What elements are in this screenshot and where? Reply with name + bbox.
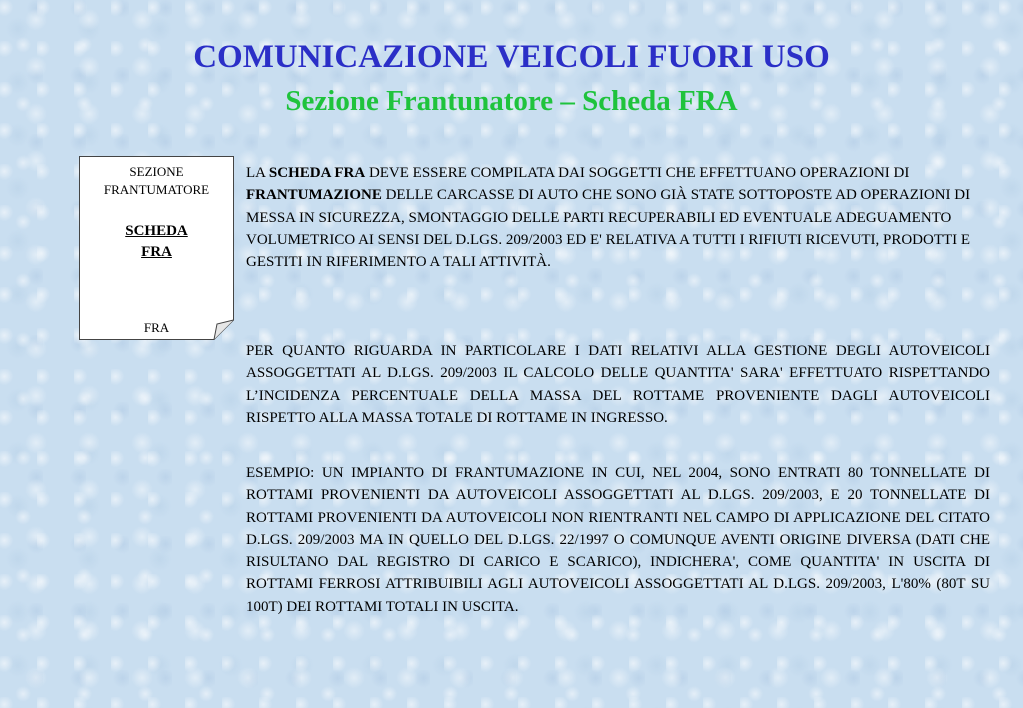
paragraph-esempio: ESEMPIO: UN IMPIANTO DI FRANTUMAZIONE IN CUI, NEL 2004, SONO ENTRATI 80 TONNELLATE DI ROTTAMI PROVENIENTI DA AUTOVEICOLI ASSOGGETTATI AL D.LGS. 209/2003, E 20 TONNELLATE DI ROTTAMI PROVENIENTI DA AUTOVEICOLI NON RIENTRANTI NEL CAMPO DI APPLICAZIONE DEL CITATO D.LGS. 209/2003 MA IN QUELLO DEL D.LGS. 22/1997 O COMUNQUE AVENTI ORIGINE DIVERSA (DATI CHE RISULTANO DAL REGISTRO DI CARICO E SCARICO), INDICHERA', COME QUANTITA' IN USCITA DI ROTTAMI FERROSI ATTRIBUIBILI AGLI AUTOVEICOLI ASSOGGETTATI AL D.LGS. 209/2003, L'80% (80T SU 100T) DEI ROTTAMI TOTALI IN USCITA. <box>246 465 990 615</box>
paragraph-calcolo: PER QUANTO RIGUARDA IN PARTICOLARE I DATI RELATIVI ALLA GESTIONE DEGLI AUTOVEICOLI ASSOGGETTATI AL D.LGS. 209/2003 IL CALCOLO DELLE QUANTITA' SARA' EFFETTUATO RISPETTANDO L’INCIDENZA PERCENTUALE DELLA MASSA DEL ROTTAME PROVENIENTE DAGLI AUTOVEICOLI RISPETTO ALLA MASSA TOTALE DI ROTTAME IN INGRESSO. <box>246 343 990 426</box>
paragraph-intro-text-3: DELLE CARCASSE DI AUTO CHE SONO GIÀ STATE SOTTOPOSTE AD OPERAZIONI DI MESSA IN SICUREZZA, SMONTAGGIO DELLE PARTI RECUPERABILI ED EVENTUALE ADEGUAMENTO VOLUMETRICO AI SENSI DEL D.LGS. 209/2003 ED E' RELATIVA A TUTTI I RIFIUTI RICEVUTI, PRODOTTI E GESTITI IN RIFERIMENTO A TALI ATTIVITÀ. <box>246 187 971 271</box>
document-icon <box>79 156 234 340</box>
paragraph-intro-text-2: DEVE ESSERE COMPILATA DAI SOGGETTI CHE EFFETTUANO OPERAZIONI DI <box>365 165 910 181</box>
page-subtitle: Sezione Frantunatore – Scheda FRA <box>285 85 738 117</box>
document-icon-line1: SEZIONE <box>129 164 184 179</box>
paragraph-intro <box>246 162 990 273</box>
paragraph-intro-text-1: LA <box>246 165 269 181</box>
document-icon-scheda-line2: FRA <box>141 244 172 260</box>
document-icon-line2: FRANTUMATORE <box>103 182 210 197</box>
page-title: COMUNICAZIONE VEICOLI FUORI USO <box>193 39 830 75</box>
document-icon-scheda <box>79 221 234 263</box>
document-icon-scheda-line1: SCHEDA <box>125 223 188 239</box>
paragraph-intro-bold-frantumazione: FRANTUMAZIONE <box>246 187 382 204</box>
paragraph-intro-bold-scheda: SCHEDA FRA <box>268 165 366 181</box>
document-icon-footer: FRA <box>143 320 170 335</box>
document-icon-header <box>79 163 234 199</box>
